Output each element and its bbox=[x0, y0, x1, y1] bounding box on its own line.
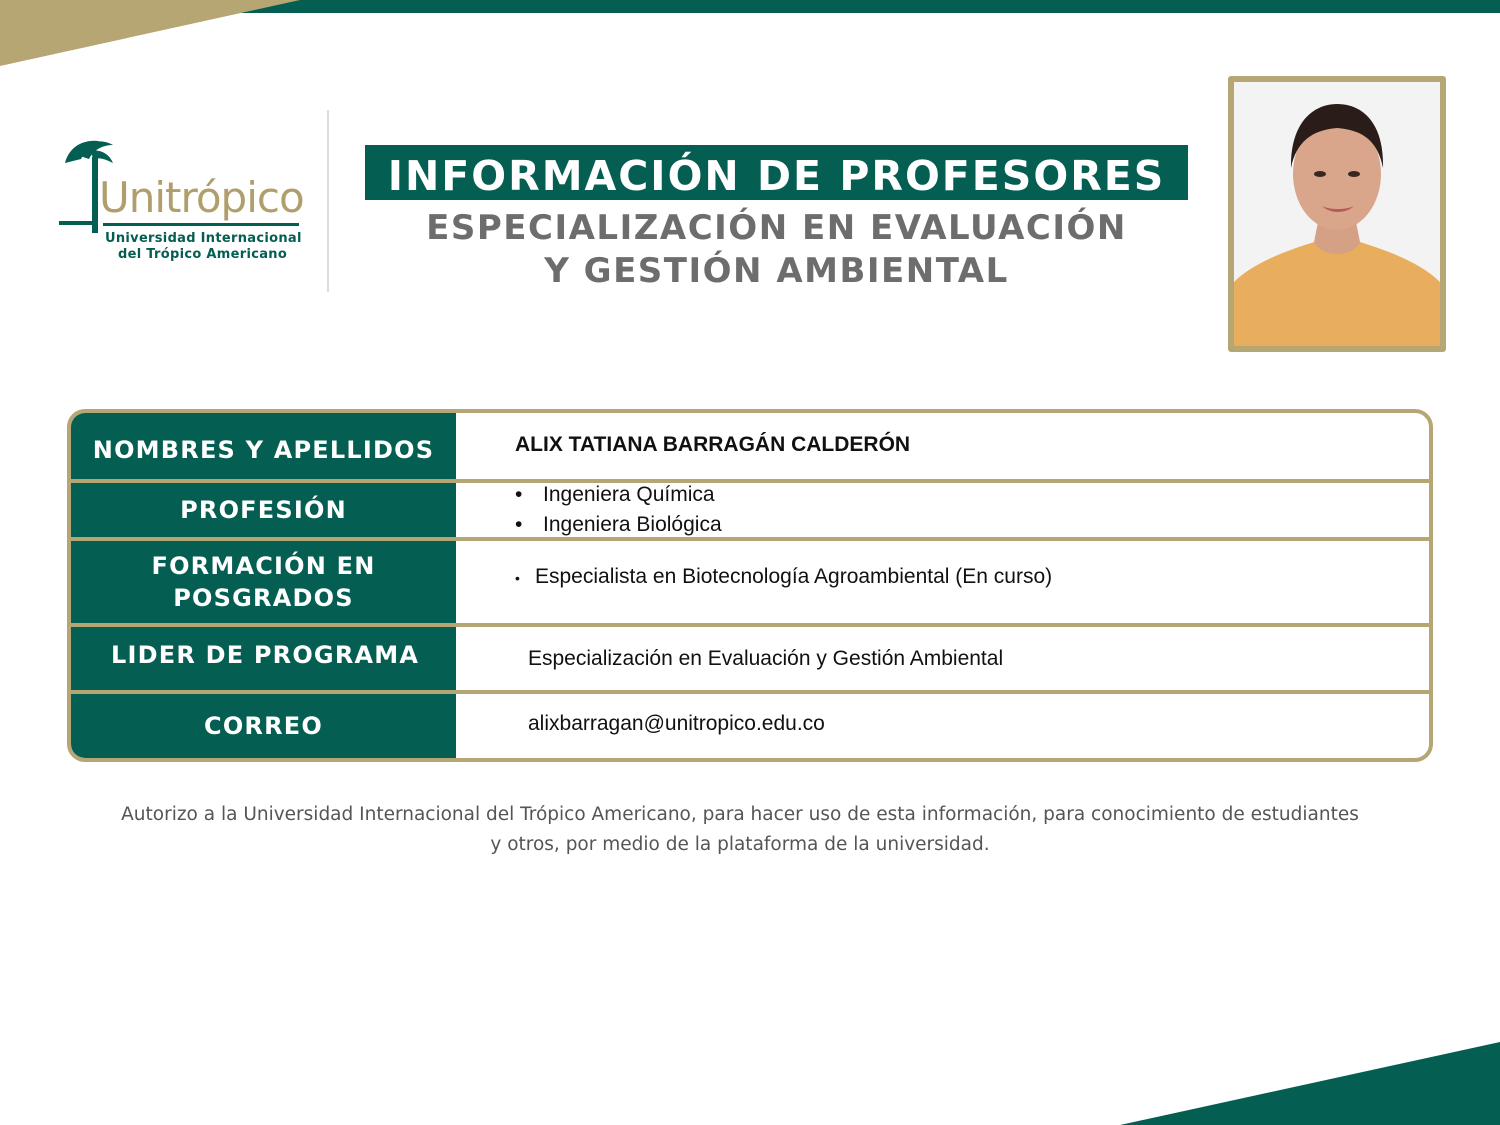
corner-decoration-top bbox=[0, 0, 320, 70]
logo-subtitle-line2: del Trópico Americano bbox=[118, 247, 288, 262]
value-name bbox=[456, 413, 1429, 479]
logo-underline bbox=[103, 223, 299, 227]
value-profession bbox=[456, 483, 1429, 537]
header-divider bbox=[327, 110, 329, 292]
list-item: • Ingeniera Biológica bbox=[515, 513, 722, 536]
professor-photo bbox=[1228, 76, 1446, 352]
authorization-line2: y otros, por medio de la plataforma de la universidad. bbox=[490, 834, 990, 855]
university-logo bbox=[55, 135, 305, 265]
authorization-note bbox=[60, 800, 1420, 860]
value-postgraduate bbox=[456, 541, 1429, 623]
professor-name: ALIX TATIANA BARRAGÁN CALDERÓN bbox=[515, 433, 911, 456]
value-program-leader bbox=[456, 627, 1429, 690]
email-address[interactable]: alixbarragan@unitropico.edu.co bbox=[528, 712, 825, 735]
label-name: NOMBRES Y APELLIDOS bbox=[71, 413, 456, 479]
portrait-image bbox=[1234, 82, 1440, 346]
program-title-line1: ESPECIALIZACIÓN EN EVALUACIÓN bbox=[426, 208, 1127, 248]
table-row-profession bbox=[71, 483, 1429, 537]
program-title-line2: Y GESTIÓN AMBIENTAL bbox=[544, 251, 1009, 291]
table-row-name bbox=[71, 413, 1429, 479]
value-email bbox=[456, 694, 1429, 758]
table-row-email bbox=[71, 694, 1429, 758]
corner-decoration-bottom bbox=[1120, 1040, 1500, 1125]
logo-subtitle-line1: Universidad Internacional bbox=[105, 231, 302, 246]
list-item: • Especialista en Biotecnología Agroambiental (En curso) bbox=[515, 565, 1053, 588]
list-item: • Ingeniera Química bbox=[515, 483, 715, 506]
label-profession: PROFESIÓN bbox=[71, 483, 456, 537]
professor-info-table bbox=[67, 409, 1433, 762]
label-program-leader: LIDER DE PROGRAMA bbox=[71, 627, 456, 690]
page-title: INFORMACIÓN DE PROFESORES bbox=[365, 145, 1188, 200]
program-name: Especialización en Evaluación y Gestión Ambiental bbox=[528, 647, 1004, 670]
label-email: CORREO bbox=[71, 694, 456, 758]
label-postgraduate bbox=[71, 541, 456, 623]
label-postgraduate-line1: FORMACIÓN EN bbox=[151, 552, 376, 580]
table-row-program-leader bbox=[71, 627, 1429, 690]
label-postgraduate-line2: POSGRADOS bbox=[173, 584, 354, 612]
authorization-line1: Autorizo a la Universidad Internacional del Trópico Americano, para hacer uso de esta información, para conocimiento de estudiantes bbox=[121, 804, 1359, 825]
logo-wordmark: Unitrópico bbox=[99, 173, 304, 222]
table-row-postgraduate bbox=[71, 541, 1429, 623]
